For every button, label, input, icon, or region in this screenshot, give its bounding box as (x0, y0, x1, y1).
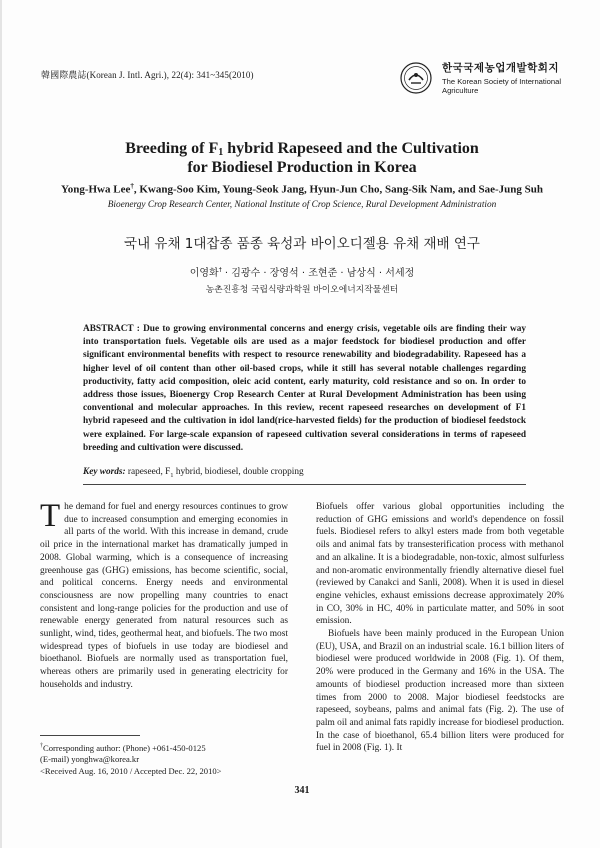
title-subscript: 1 (218, 147, 224, 158)
paper-title (62, 139, 542, 177)
footnote-mark: † (40, 743, 43, 749)
footnote-dates: <Received Aug. 16, 2010 / Accepted Dec. 22, 2010> (40, 765, 222, 776)
journal-reference: 韓國際農誌(Korean J. Intl. Agri.), 22(4): 341~345(2010) (41, 70, 254, 80)
affiliation: Bioenergy Crop Research Center, National Institute of Crop Science, Rural Development Administration (107, 200, 497, 210)
keywords (83, 467, 526, 479)
korean-corresponding-author: 이영화 (189, 268, 219, 279)
corresponding-mark: † (130, 182, 134, 190)
footnote-email: (E-mail) yonghwa@korea.kr (40, 754, 140, 765)
intro-paragraph (40, 498, 288, 692)
section-divider (83, 484, 526, 485)
abstract-label: ABSTRACT : (83, 324, 140, 334)
title-part: hybrid Rapeseed and the Cultivation (223, 140, 479, 157)
title-line-2: for Biodiesel Production in Korea (187, 159, 417, 176)
drop-cap: T (40, 498, 61, 534)
co-authors: , Kwang-Soo Kim, Young-Seok Jang, Hyun-Jun Cho, Sang-Sik Nam, and Sae-Jung Suh (133, 183, 544, 196)
footnote-line (40, 741, 290, 754)
body-column-right (316, 501, 564, 755)
title-part: Breeding of F (125, 140, 219, 157)
corresponding-author: Yong-Hwa Lee (60, 183, 131, 196)
author-list (22, 182, 582, 196)
footnote (40, 741, 290, 777)
footnote-divider (40, 735, 140, 736)
intro-text: he demand for fuel and energy resources continues to grow due to increased consumption and emerging economies in all parts of the world. With this increase in demand, crude oil price in the international market has dramatically jumped in 2008. Global warming, which is a consequence of increasing greenhouse gas (GHG) emissions, has become scientific, social, and political concerns. Energy needs and environmental consciousness are now propelling many countries to enact consistent and long-range policies for the production and use of renewable energy generated from natural resources such as sunlight, wind, tides, geothermal heat, and biofuels. The two most widespread types of biofuels in use today are biodiesel and bioethanol. Biofuels are normally used as transportation fuel, whereas others are primarily used in generating electricity for households and industry. (40, 502, 288, 690)
society-header (400, 60, 580, 100)
society-seal-icon (400, 62, 432, 94)
korean-affiliation: 농촌진흥청 국립식량과학원 바이오에너지작물센터 (205, 285, 399, 295)
abstract (83, 323, 526, 455)
page-number: 341 (294, 785, 310, 796)
abstract-text: Due to growing environmental concerns and energy crisis, vegetable oils are finding their way into transportation fuels. Vegetable oils are used as a major feedstock for biodiesel production and offer significant environmental benefits with respect to resource renewability and biodegradability. Rapeseed has a higher level of oil content than other oil-based crops, while it still has several notable challenges regarding productivity, fatty acid composition, oleic acid content, early maturity, cold resistance and so on. In order to address those issues, Bioenergy Crop Research Center at Rural Development Administration has been using conventional and molecular approaches. In this review, recent rapeseed researches on development of F1 hybrid rapeseed and the cultivation in idol land(rice-harvested fields) for the production of biodiesel feedstock were explained. For large-scale expansion of rapeseed cultivation several considerations in terms of rapeseed breeding and cultivation were discussed. (83, 324, 526, 453)
keywords-label: Key words: (83, 467, 126, 477)
keywords-subscript: 1 (170, 471, 174, 479)
korean-co-authors: · 김광수 · 장영석 · 조현준 · 남상식 · 서세정 (221, 268, 415, 279)
korean-title: 국내 유채 1대잡종 품종 육성과 바이오디젤용 유채 재배 연구 (124, 236, 480, 252)
body-paragraph: Biofuels offer various global opportunities including the reduction of GHG emissions and world's dependence on fossil fuels. Biodiesel refers to alkyl esters made from both vegetable oils and animal fats by transesterification process with methanol and an alkaline. It is a biodegradable, non-toxic, almost sulfurless and non-aromatic environmentally friendly alternative diesel fuel (reviewed by Canakci and Sanli, 2008). When it is used in diesel engine vehicles, exhaust emissions decrease approximately 20% in CO, 30% in HC, 40% in particulate matter, and 50% in soot emission. (316, 502, 564, 627)
society-english-name: The Korean Society of International Agriculture (442, 77, 562, 95)
society-korean-name: 한국국제농업개발학회지 (442, 62, 560, 74)
footnote-phone: Corresponding author: (Phone) +061-450-0125 (43, 742, 206, 753)
body-paragraph: Biofuels have been mainly produced in the European Union (EU), USA, and Brazil on an industrial scale. 16.1 billion liters of biodiesel were produced worldwide in 2008 (Fig. 1). Of them, 20% were produced in the Germany and 16% in the USA. The amounts of biodiesel production increased more than sixteen times from 2000 to 2008. Major biodiesel feedstocks are rapeseed, soybeans, palms and animal fats (Fig. 2). The use of palm oil and animal fats rapidly increase for biodiesel production. In the case of bioethanol, 65.4 billion liters were produced for fuel in 2008 (Fig. 1). It (316, 629, 564, 754)
keywords-text: rapeseed, F (125, 467, 171, 477)
keywords-text: hybrid, biodiesel, double cropping (173, 467, 304, 477)
body-column-left (40, 498, 288, 692)
korean-corresponding-mark: † (218, 266, 222, 274)
korean-author-list (22, 264, 582, 279)
